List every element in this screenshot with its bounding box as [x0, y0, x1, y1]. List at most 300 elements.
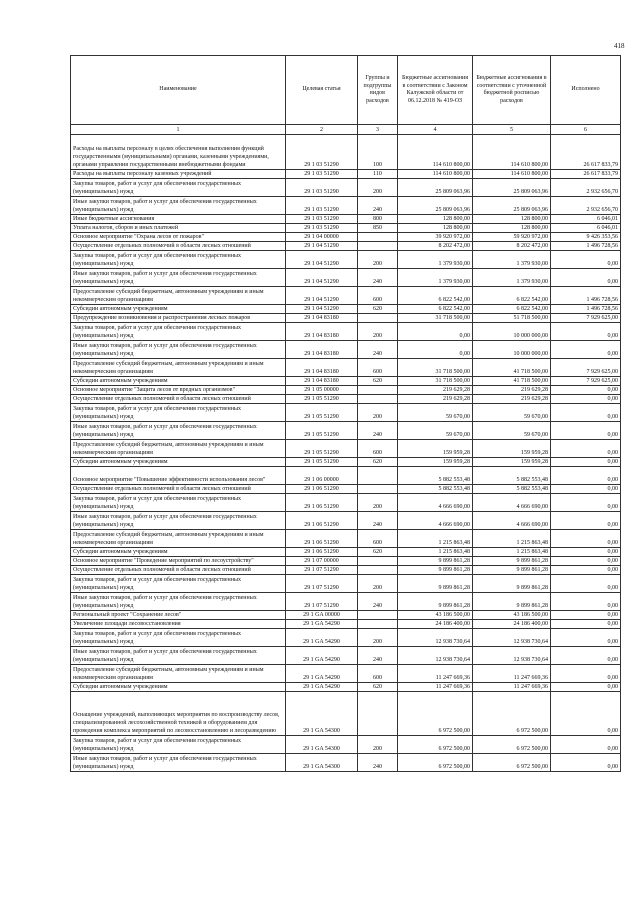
row-updated-cell: 51 718 500,00 [473, 314, 551, 323]
row-name-cell: Закупка товаров, работ и услуг для обеспечения государственных (муниципальных) нужд [71, 494, 286, 512]
col-number: 1 [71, 125, 286, 135]
row-law-cell: 5 882 553,48 [398, 485, 473, 494]
row-code-cell: 29 1 GA 54290 [286, 665, 358, 683]
row-law-cell: 128 800,00 [398, 224, 473, 233]
table-row [71, 440, 621, 458]
row-exec-cell: 0,00 [551, 629, 621, 647]
row-law-cell: 12 938 730,64 [398, 629, 473, 647]
header-exec: Исполнено [551, 56, 621, 125]
row-group-cell [358, 395, 398, 404]
row-name-cell: Закупка товаров, работ и услуг для обеспечения государственных (муниципальных) нужд [71, 251, 286, 269]
row-code-cell: 29 1 04 51290 [286, 269, 358, 287]
row-name-cell: Закупка товаров, работ и услуг для обеспечения государственных (муниципальных) нужд [71, 323, 286, 341]
row-code-cell: 29 1 06 51290 [286, 485, 358, 494]
row-law-cell: 4 666 690,00 [398, 494, 473, 512]
header-row [71, 56, 621, 125]
table-body [71, 135, 621, 772]
row-updated-cell: 5 882 553,48 [473, 485, 551, 494]
row-law-cell: 43 186 500,00 [398, 611, 473, 620]
row-law-cell: 1 215 863,48 [398, 548, 473, 557]
row-name-cell: Иные закупки товаров, работ и услуг для обеспечения государственных (муниципальных) нужд [71, 754, 286, 772]
table-row [71, 404, 621, 422]
row-name-cell: Осуществление отдельных полномочий в области лесных отношений [71, 566, 286, 575]
row-group-cell: 620 [358, 548, 398, 557]
row-name-cell: Предоставление субсидий бюджетным, автономным учреждениям и иным некоммерческим организациям [71, 665, 286, 683]
row-updated-cell: 6 972 500,00 [473, 692, 551, 736]
table-row [71, 386, 621, 395]
row-code-cell: 29 1 GA 54300 [286, 692, 358, 736]
row-updated-cell: 12 938 730,64 [473, 629, 551, 647]
table-row [71, 665, 621, 683]
table-row [71, 341, 621, 359]
row-group-cell: 100 [358, 135, 398, 170]
row-group-cell [358, 467, 398, 485]
row-code-cell: 29 1 GA 54300 [286, 754, 358, 772]
table-row [71, 754, 621, 772]
row-code-cell: 29 1 04 00000 [286, 233, 358, 242]
row-exec-cell: 0,00 [551, 736, 621, 754]
row-code-cell: 29 1 07 00000 [286, 557, 358, 566]
table-row [71, 512, 621, 530]
row-group-cell [358, 620, 398, 629]
row-updated-cell: 41 718 500,00 [473, 377, 551, 386]
table-row [71, 692, 621, 736]
row-group-cell [358, 611, 398, 620]
row-law-cell: 159 959,28 [398, 458, 473, 467]
row-group-cell [358, 386, 398, 395]
table-row [71, 575, 621, 593]
row-name-cell: Основное мероприятие "Повышение эффективности использования лесов" [71, 467, 286, 485]
row-code-cell: 29 1 07 51290 [286, 575, 358, 593]
row-updated-cell: 43 186 500,00 [473, 611, 551, 620]
row-exec-cell: 0,00 [551, 593, 621, 611]
row-law-cell: 6 972 500,00 [398, 736, 473, 754]
row-group-cell: 600 [358, 530, 398, 548]
row-law-cell: 11 247 669,36 [398, 665, 473, 683]
table-row [71, 170, 621, 179]
row-law-cell: 24 186 400,00 [398, 620, 473, 629]
col-number: 3 [358, 125, 398, 135]
row-code-cell: 29 1 GA 54290 [286, 647, 358, 665]
row-name-cell: Субсидии автономным учреждениям [71, 377, 286, 386]
row-law-cell: 128 800,00 [398, 215, 473, 224]
row-law-cell: 9 899 861,28 [398, 575, 473, 593]
row-exec-cell: 2 932 656,70 [551, 197, 621, 215]
row-exec-cell: 0,00 [551, 620, 621, 629]
table-row [71, 620, 621, 629]
table-row [71, 359, 621, 377]
row-exec-cell: 0,00 [551, 566, 621, 575]
row-law-cell: 6 822 542,00 [398, 305, 473, 314]
row-updated-cell: 219 629,28 [473, 395, 551, 404]
row-exec-cell: 0,00 [551, 467, 621, 485]
table-row [71, 197, 621, 215]
table-row [71, 683, 621, 692]
table-row [71, 548, 621, 557]
table-row [71, 530, 621, 548]
row-updated-cell: 25 809 063,96 [473, 179, 551, 197]
row-code-cell: 29 1 04 51290 [286, 242, 358, 251]
row-updated-cell: 159 959,28 [473, 440, 551, 458]
row-code-cell: 29 1 GA 54290 [286, 683, 358, 692]
row-law-cell: 114 610 800,00 [398, 170, 473, 179]
row-law-cell: 25 809 063,96 [398, 179, 473, 197]
row-law-cell: 219 629,28 [398, 386, 473, 395]
table-row [71, 467, 621, 485]
row-law-cell: 11 247 669,36 [398, 683, 473, 692]
row-code-cell: 29 1 05 00000 [286, 386, 358, 395]
row-updated-cell: 24 186 400,00 [473, 620, 551, 629]
row-exec-cell: 0,00 [551, 404, 621, 422]
row-name-cell: Предупреждение возникновения и распространения лесных пожаров [71, 314, 286, 323]
row-group-cell: 200 [358, 323, 398, 341]
row-updated-cell: 6 822 542,00 [473, 287, 551, 305]
row-group-cell: 240 [358, 754, 398, 772]
row-name-cell: Закупка товаров, работ и услуг для обеспечения государственных (муниципальных) нужд [71, 179, 286, 197]
row-code-cell: 29 1 03 51290 [286, 224, 358, 233]
row-exec-cell: 0,00 [551, 692, 621, 736]
row-group-cell: 800 [358, 215, 398, 224]
row-name-cell: Осуществление отдельных полномочий в области лесных отношений [71, 485, 286, 494]
row-law-cell: 31 718 500,00 [398, 314, 473, 323]
row-exec-cell: 26 617 833,79 [551, 170, 621, 179]
row-group-cell: 240 [358, 593, 398, 611]
row-group-cell [358, 242, 398, 251]
row-code-cell: 29 1 03 51290 [286, 179, 358, 197]
row-updated-cell: 6 972 500,00 [473, 736, 551, 754]
table-row [71, 215, 621, 224]
table-row [71, 251, 621, 269]
row-code-cell: 29 1 GA 54290 [286, 620, 358, 629]
row-exec-cell: 0,00 [551, 440, 621, 458]
row-updated-cell: 41 718 500,00 [473, 359, 551, 377]
row-updated-cell: 128 800,00 [473, 215, 551, 224]
row-group-cell: 200 [358, 494, 398, 512]
row-exec-cell: 1 496 728,56 [551, 305, 621, 314]
row-name-cell: Закупка товаров, работ и услуг для обеспечения государственных (муниципальных) нужд [71, 404, 286, 422]
row-law-cell: 6 972 500,00 [398, 754, 473, 772]
row-name-cell: Иные закупки товаров, работ и услуг для обеспечения государственных (муниципальных) нужд [71, 512, 286, 530]
row-updated-cell: 9 899 861,28 [473, 557, 551, 566]
row-updated-cell: 114 610 800,00 [473, 135, 551, 170]
row-code-cell: 29 1 03 51290 [286, 170, 358, 179]
row-code-cell: 29 1 06 51290 [286, 494, 358, 512]
row-name-cell: Закупка товаров, работ и услуг для обеспечения государственных (муниципальных) нужд [71, 629, 286, 647]
table-row [71, 557, 621, 566]
row-exec-cell: 7 929 625,00 [551, 359, 621, 377]
row-exec-cell: 0,00 [551, 557, 621, 566]
row-group-cell: 600 [358, 440, 398, 458]
row-law-cell: 0,00 [398, 323, 473, 341]
col-number: 4 [398, 125, 473, 135]
row-code-cell: 29 1 04 83180 [286, 323, 358, 341]
header-name: Наименование [71, 56, 286, 125]
col-number: 2 [286, 125, 358, 135]
row-group-cell: 600 [358, 287, 398, 305]
row-law-cell: 8 202 472,00 [398, 242, 473, 251]
row-updated-cell: 9 899 861,28 [473, 575, 551, 593]
row-exec-cell: 0,00 [551, 395, 621, 404]
row-law-cell: 0,00 [398, 341, 473, 359]
table-row [71, 458, 621, 467]
row-law-cell: 114 610 800,00 [398, 135, 473, 170]
row-updated-cell: 9 899 861,28 [473, 566, 551, 575]
table-row [71, 269, 621, 287]
row-law-cell: 9 899 861,28 [398, 593, 473, 611]
row-name-cell: Осуществление отдельных полномочий в области лесных отношений [71, 395, 286, 404]
row-code-cell: 29 1 04 83180 [286, 314, 358, 323]
row-name-cell: Предоставление субсидий бюджетным, автономным учреждениям и иным некоммерческим организациям [71, 359, 286, 377]
row-group-cell [358, 485, 398, 494]
row-group-cell: 200 [358, 629, 398, 647]
row-updated-cell: 1 215 863,48 [473, 530, 551, 548]
row-code-cell: 29 1 05 51290 [286, 440, 358, 458]
table-row [71, 314, 621, 323]
row-name-cell: Иные закупки товаров, работ и услуг для обеспечения государственных (муниципальных) нужд [71, 269, 286, 287]
row-group-cell: 600 [358, 665, 398, 683]
row-code-cell: 29 1 04 51290 [286, 251, 358, 269]
row-code-cell: 29 1 04 83180 [286, 377, 358, 386]
row-code-cell: 29 1 05 51290 [286, 404, 358, 422]
row-exec-cell: 0,00 [551, 323, 621, 341]
row-law-cell: 12 938 730,64 [398, 647, 473, 665]
table-row [71, 224, 621, 233]
table-row [71, 305, 621, 314]
row-code-cell: 29 1 05 51290 [286, 395, 358, 404]
table-row [71, 377, 621, 386]
row-name-cell: Субсидии автономным учреждениям [71, 305, 286, 314]
header-code: Целевая статья [286, 56, 358, 125]
table-row [71, 593, 621, 611]
row-group-cell [358, 314, 398, 323]
row-code-cell: 29 1 GA 54300 [286, 736, 358, 754]
budget-table [70, 55, 621, 772]
row-law-cell: 59 670,00 [398, 404, 473, 422]
header-updated: Бюджетные ассигнования в соответствии с уточненной бюджетной росписью расходов [473, 56, 551, 125]
row-code-cell: 29 1 03 51290 [286, 135, 358, 170]
row-name-cell: Основное мероприятие "Проведение мероприятий по лесоустройству" [71, 557, 286, 566]
row-group-cell: 620 [358, 683, 398, 692]
row-updated-cell: 1 379 930,00 [473, 269, 551, 287]
row-name-cell: Расходы на выплаты персоналу казенных учреждений [71, 170, 286, 179]
row-law-cell: 159 959,28 [398, 440, 473, 458]
table-row [71, 179, 621, 197]
row-group-cell [358, 557, 398, 566]
row-name-cell: Расходы на выплаты персоналу в целях обеспечения выполнения функций государственными (муниципальными) органами, казенными учреждениями, органами управления государственными внебюджетными фондами [71, 135, 286, 170]
row-updated-cell: 12 938 730,64 [473, 647, 551, 665]
table-row [71, 647, 621, 665]
row-name-cell: Иные закупки товаров, работ и услуг для обеспечения государственных (муниципальных) нужд [71, 197, 286, 215]
row-group-cell: 200 [358, 736, 398, 754]
row-exec-cell: 1 496 728,56 [551, 287, 621, 305]
row-exec-cell: 1 496 728,56 [551, 242, 621, 251]
row-updated-cell: 9 899 861,28 [473, 593, 551, 611]
table-row [71, 233, 621, 242]
row-law-cell: 4 666 690,00 [398, 512, 473, 530]
row-name-cell: Субсидии автономным учреждениям [71, 683, 286, 692]
row-code-cell: 29 1 03 51290 [286, 197, 358, 215]
row-name-cell: Субсидии автономным учреждениям [71, 548, 286, 557]
row-exec-cell: 0,00 [551, 530, 621, 548]
table-row [71, 736, 621, 754]
row-name-cell: Предоставление субсидий бюджетным, автономным учреждениям и иным некоммерческим организациям [71, 287, 286, 305]
row-exec-cell: 0,00 [551, 251, 621, 269]
column-numbers-row [71, 125, 621, 135]
row-group-cell: 200 [358, 251, 398, 269]
row-updated-cell: 128 800,00 [473, 224, 551, 233]
row-exec-cell: 0,00 [551, 665, 621, 683]
row-law-cell: 9 899 861,28 [398, 557, 473, 566]
header-law: Бюджетные ассигнования в соответствии с Законом Калужской области от 06.12.2018 № 419-ОЗ [398, 56, 473, 125]
row-updated-cell: 219 629,28 [473, 386, 551, 395]
row-law-cell: 1 379 930,00 [398, 251, 473, 269]
row-updated-cell: 8 202 472,00 [473, 242, 551, 251]
row-group-cell: 240 [358, 197, 398, 215]
row-updated-cell: 11 247 669,36 [473, 683, 551, 692]
row-law-cell: 5 882 553,48 [398, 467, 473, 485]
table-row [71, 242, 621, 251]
row-updated-cell: 59 670,00 [473, 404, 551, 422]
row-group-cell: 240 [358, 512, 398, 530]
table-row [71, 422, 621, 440]
row-law-cell: 31 718 500,00 [398, 377, 473, 386]
row-code-cell: 29 1 04 83180 [286, 359, 358, 377]
row-updated-cell: 6 972 500,00 [473, 754, 551, 772]
row-group-cell: 850 [358, 224, 398, 233]
table-row [71, 395, 621, 404]
row-updated-cell: 11 247 669,36 [473, 665, 551, 683]
row-group-cell: 620 [358, 458, 398, 467]
table-row [71, 566, 621, 575]
row-law-cell: 39 920 972,00 [398, 233, 473, 242]
row-exec-cell: 0,00 [551, 269, 621, 287]
row-exec-cell: 7 929 625,00 [551, 314, 621, 323]
row-name-cell: Иные закупки товаров, работ и услуг для обеспечения государственных (муниципальных) нужд [71, 647, 286, 665]
row-code-cell: 29 1 06 51290 [286, 530, 358, 548]
table-row [71, 629, 621, 647]
row-updated-cell: 1 215 863,48 [473, 548, 551, 557]
col-number: 5 [473, 125, 551, 135]
row-group-cell: 240 [358, 269, 398, 287]
row-code-cell: 29 1 07 51290 [286, 566, 358, 575]
row-updated-cell: 4 666 690,00 [473, 512, 551, 530]
row-law-cell: 1 379 930,00 [398, 269, 473, 287]
row-code-cell: 29 1 06 51290 [286, 548, 358, 557]
row-exec-cell: 0,00 [551, 485, 621, 494]
row-exec-cell: 0,00 [551, 386, 621, 395]
row-exec-cell: 0,00 [551, 575, 621, 593]
row-code-cell: 29 1 03 51290 [286, 215, 358, 224]
row-law-cell: 6 972 500,00 [398, 692, 473, 736]
row-updated-cell: 114 610 800,00 [473, 170, 551, 179]
row-exec-cell: 0,00 [551, 647, 621, 665]
row-code-cell: 29 1 04 51290 [286, 305, 358, 314]
row-updated-cell: 59 920 972,00 [473, 233, 551, 242]
row-updated-cell: 10 000 000,00 [473, 323, 551, 341]
table-row [71, 323, 621, 341]
row-group-cell [358, 566, 398, 575]
row-name-cell: Осуществление отдельных полномочий в области лесных отношений [71, 242, 286, 251]
row-exec-cell: 0,00 [551, 422, 621, 440]
row-exec-cell: 0,00 [551, 512, 621, 530]
row-name-cell: Субсидии автономным учреждениям [71, 458, 286, 467]
row-name-cell: Основное мероприятие "Защита лесов от вредных организмов" [71, 386, 286, 395]
row-updated-cell: 6 822 542,00 [473, 305, 551, 314]
table-row [71, 611, 621, 620]
row-name-cell: Иные закупки товаров, работ и услуг для обеспечения государственных (муниципальных) нужд [71, 341, 286, 359]
row-group-cell: 240 [358, 341, 398, 359]
row-name-cell: Закупка товаров, работ и услуг для обеспечения государственных (муниципальных) нужд [71, 736, 286, 754]
row-law-cell: 6 822 542,00 [398, 287, 473, 305]
row-group-cell: 200 [358, 404, 398, 422]
row-name-cell: Иные закупки товаров, работ и услуг для обеспечения государственных (муниципальных) нужд [71, 422, 286, 440]
row-code-cell: 29 1 05 51290 [286, 458, 358, 467]
row-exec-cell: 0,00 [551, 494, 621, 512]
row-group-cell: 200 [358, 575, 398, 593]
row-code-cell: 29 1 04 83180 [286, 341, 358, 359]
col-number: 6 [551, 125, 621, 135]
table-row [71, 494, 621, 512]
table-row [71, 135, 621, 170]
row-code-cell: 29 1 06 51290 [286, 512, 358, 530]
row-law-cell: 9 899 861,28 [398, 566, 473, 575]
row-code-cell: 29 1 07 51290 [286, 593, 358, 611]
row-group-cell: 600 [358, 359, 398, 377]
row-group-cell: 200 [358, 179, 398, 197]
row-law-cell: 31 718 500,00 [398, 359, 473, 377]
row-updated-cell: 4 666 690,00 [473, 494, 551, 512]
row-group-cell: 620 [358, 377, 398, 386]
row-updated-cell: 10 000 000,00 [473, 341, 551, 359]
row-exec-cell: 0,00 [551, 548, 621, 557]
row-name-cell: Основное мероприятие "Охрана лесов от пожаров" [71, 233, 286, 242]
row-name-cell: Закупка товаров, работ и услуг для обеспечения государственных (муниципальных) нужд [71, 575, 286, 593]
row-code-cell: 29 1 GA 54290 [286, 629, 358, 647]
row-name-cell: Предоставление субсидий бюджетным, автономным учреждениям и иным некоммерческим организациям [71, 530, 286, 548]
row-updated-cell: 159 959,28 [473, 458, 551, 467]
row-exec-cell: 0,00 [551, 754, 621, 772]
row-exec-cell: 6 046,01 [551, 215, 621, 224]
row-exec-cell: 26 617 833,79 [551, 135, 621, 170]
table-row [71, 287, 621, 305]
row-code-cell: 29 1 04 51290 [286, 287, 358, 305]
row-exec-cell: 0,00 [551, 458, 621, 467]
row-law-cell: 219 629,28 [398, 395, 473, 404]
row-name-cell: Региональный проект "Сохранение лесов" [71, 611, 286, 620]
row-exec-cell: 9 426 353,56 [551, 233, 621, 242]
row-exec-cell: 6 046,01 [551, 224, 621, 233]
row-law-cell: 1 215 863,48 [398, 530, 473, 548]
row-exec-cell: 0,00 [551, 341, 621, 359]
row-updated-cell: 59 670,00 [473, 422, 551, 440]
row-group-cell: 620 [358, 305, 398, 314]
row-name-cell: Иные бюджетные ассигнования [71, 215, 286, 224]
row-name-cell: Уплата налогов, сборов и иных платежей [71, 224, 286, 233]
row-name-cell: Увеличение площади лесовосстановления [71, 620, 286, 629]
row-exec-cell: 0,00 [551, 683, 621, 692]
row-name-cell: Оснащение учреждений, выполняющих мероприятия по воспроизводству лесов, специализированной лесохозяйственной техникой и оборудованием для проведения комплекса мероприятий по лесовосстановлению и лесоразведению [71, 692, 286, 736]
row-exec-cell: 2 932 656,70 [551, 179, 621, 197]
row-updated-cell: 25 809 063,96 [473, 197, 551, 215]
row-group-cell: 240 [358, 422, 398, 440]
row-group-cell [358, 233, 398, 242]
row-exec-cell: 0,00 [551, 611, 621, 620]
row-law-cell: 25 809 063,96 [398, 197, 473, 215]
row-name-cell: Иные закупки товаров, работ и услуг для обеспечения государственных (муниципальных) нужд [71, 593, 286, 611]
row-law-cell: 59 670,00 [398, 422, 473, 440]
row-group-cell: 240 [358, 647, 398, 665]
row-name-cell: Предоставление субсидий бюджетным, автономным учреждениям и иным некоммерческим организациям [71, 440, 286, 458]
